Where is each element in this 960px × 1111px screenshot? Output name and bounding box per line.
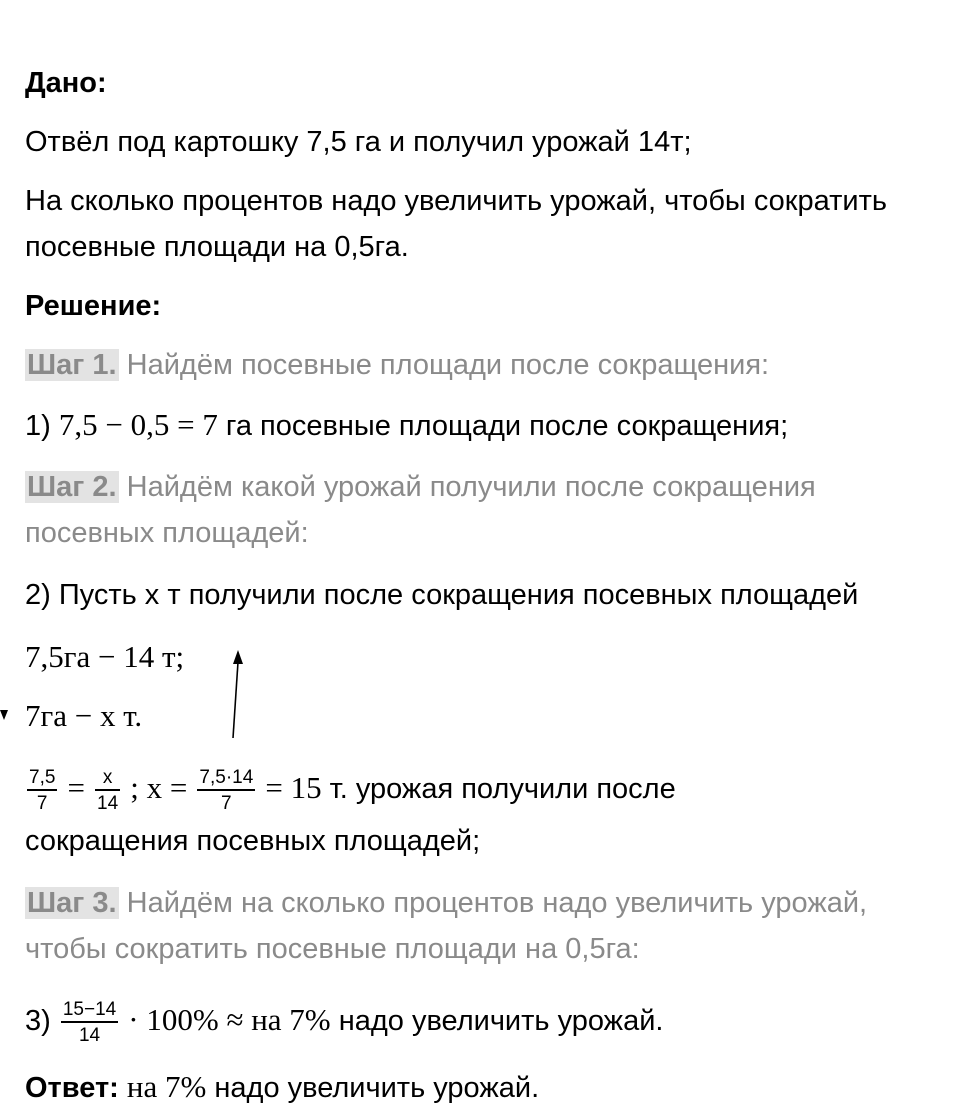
- step-1-item-number: 1): [25, 410, 51, 442]
- step-3-expression: · 100% ≈ на 7%: [128, 1002, 331, 1037]
- fraction-numerator: x: [95, 768, 120, 791]
- fraction-15-minus-14-over-14: [61, 1000, 118, 1045]
- fraction-denominator: 7: [36, 792, 48, 814]
- step-2-equation: [25, 758, 676, 819]
- step-1-text: Найдём посевные площади после сокращения:: [126, 349, 770, 381]
- step-3-text-after: надо увеличить урожай.: [338, 1005, 664, 1037]
- answer: [25, 1064, 539, 1111]
- fraction-product-over-7: [197, 768, 255, 813]
- fraction-numerator: 15−14: [61, 1000, 118, 1023]
- step-2-text-line-2: посевных площадей:: [25, 517, 309, 549]
- result-line-2: сокращения посевных площадей;: [25, 825, 481, 857]
- proportion-line-1: 7,5га − 14 т;: [25, 639, 185, 674]
- step-2-item-line: 2) Пусть х т получили после сокращения посевных площадей: [25, 579, 859, 611]
- fraction-denominator: 14: [78, 1024, 101, 1046]
- step-1-expression: 7,5 − 0,5 = 7: [58, 407, 218, 442]
- fraction-numerator: 7,5·14: [197, 768, 255, 791]
- given-line-3: посевные площади на 0,5га.: [25, 231, 409, 263]
- fraction-denominator: 14: [97, 792, 119, 814]
- step-3-header: [25, 880, 867, 926]
- step-1-text-after: га посевные площади после сокращения;: [225, 410, 789, 442]
- given-line-2: На сколько процентов надо увеличить урожай, чтобы сократить: [25, 185, 887, 217]
- proportion-line-2: 7га − х т.: [25, 698, 143, 733]
- result-value: = 15: [265, 770, 322, 805]
- result-text: т. урожая получили после: [329, 773, 676, 805]
- step-3-item-number: 3): [25, 1005, 51, 1037]
- step-3-label: Шаг 3.: [27, 887, 117, 919]
- fraction-denominator: 7: [221, 792, 232, 814]
- fraction-7-5-over-7: [27, 768, 57, 813]
- triangle-marker-icon: [0, 710, 8, 720]
- answer-label: Ответ:: [25, 1072, 119, 1104]
- fraction-x-over-14: [95, 768, 120, 813]
- step-3-text-line-1: Найдём на сколько процентов надо увеличить урожай,: [126, 887, 868, 919]
- step-3-item: [25, 990, 663, 1051]
- step-2-label: Шаг 2.: [27, 471, 117, 503]
- step-1-label: Шаг 1.: [27, 349, 117, 381]
- fraction-numerator: 7,5: [27, 768, 57, 791]
- answer-text: надо увеличить урожай.: [214, 1072, 540, 1104]
- step-3-text-line-2: чтобы сократить посевные площади на 0,5га:: [25, 933, 640, 965]
- given-line-1: Отвёл под картошку 7,5 га и получил урожай 14т;: [25, 126, 692, 158]
- step-2-text-line-1: Найдём какой урожай получили после сокращения: [126, 471, 816, 503]
- equals-sign: =: [67, 770, 85, 805]
- solution-heading: Решение:: [25, 290, 162, 322]
- separator-x-equals: ; x =: [130, 770, 188, 805]
- answer-value: на 7%: [126, 1069, 207, 1104]
- given-heading: Дано:: [25, 67, 107, 99]
